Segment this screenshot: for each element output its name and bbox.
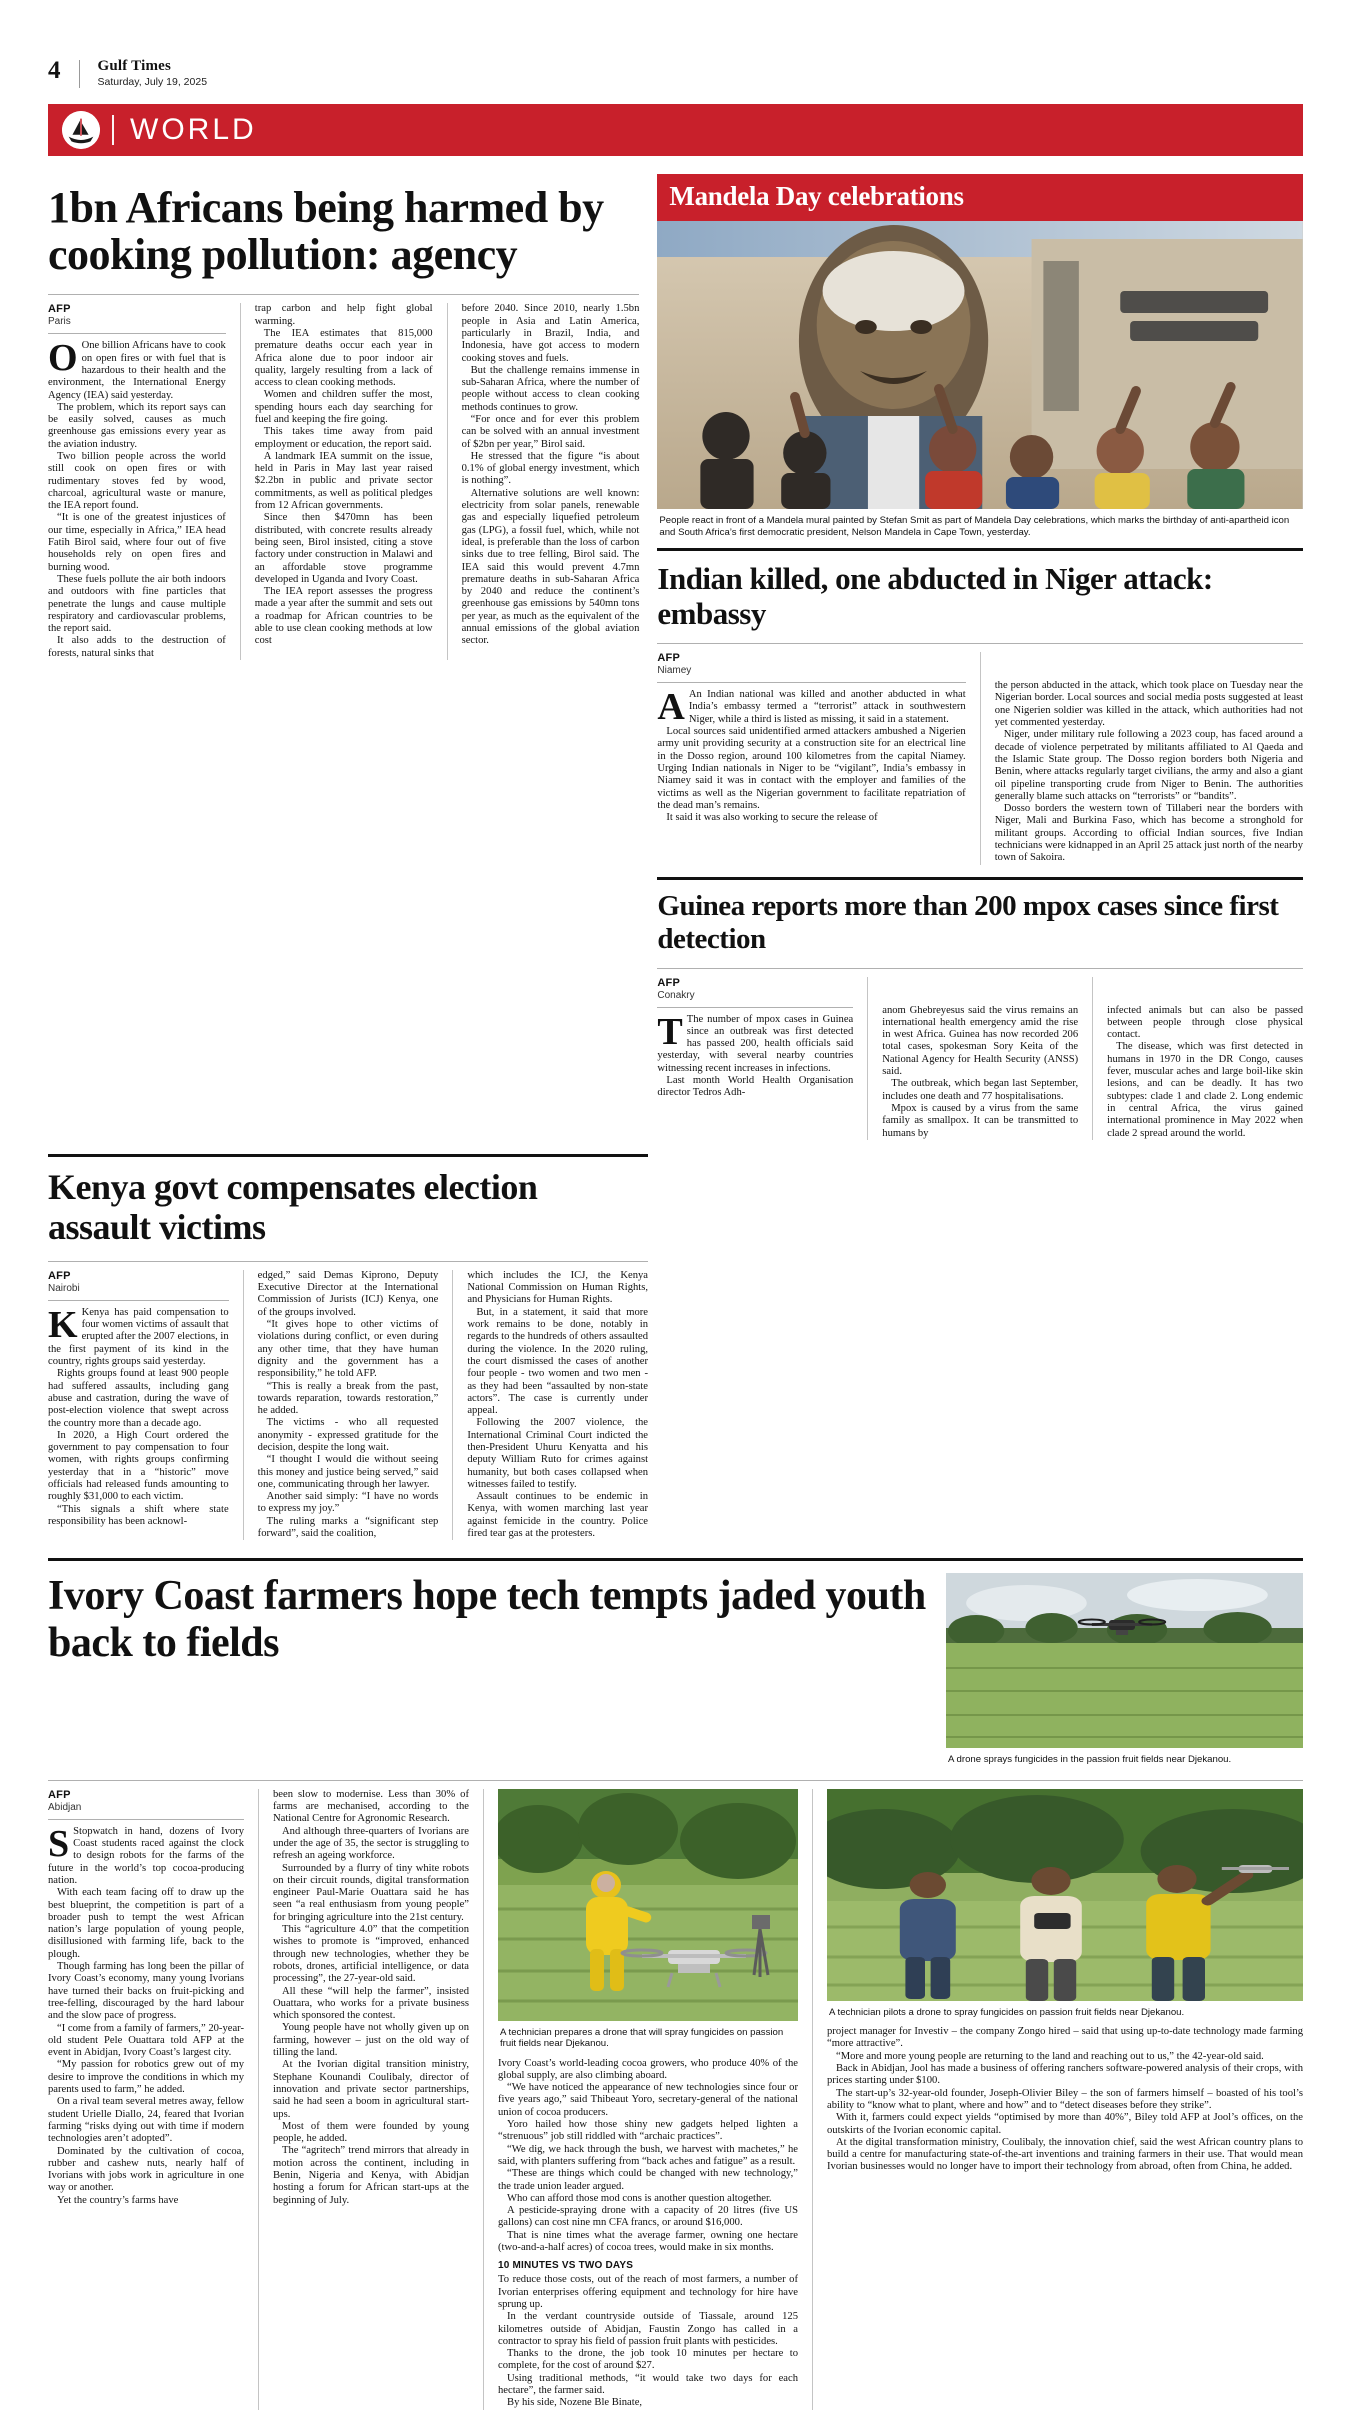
mpox-byline: AFP bbox=[657, 976, 680, 989]
ivory-body-4a: To reduce those costs, out of the reach of most farmers, a number of Ivorian enterprises offering equipment and technology for hire have sprung up. In the verdant countryside outside of Tiassale, around 125 kilometres outside of Abidjan, Faustin Zongo has called in a contractor to spray his field of passion fruit plants with pesticides. Thanks to the drone, the job took 10 minutes per hectare to complete, for the cost of around $27. Using traditional methods, “it would take two days for each hectare”, the farmer said. By his side, Nozene Ble Binate, bbox=[498, 2274, 798, 2409]
cooking-body-2: trap carbon and help fight global warming. The IEA estimates that 815,000 premature deaths occur each year in Africa alone due to poor indoor air quality, largely resulting from a lack of access to clean cooking methods. Women and children suffer the most, spending hours each day searching for fuel and keeping the fire going. This takes time away from paid employment or education, the report said. A landmark IEA summit on the issue, held in Paris in May last year raised $2.2bn in public and private sector commitments, as well as political pledges from 12 African governments. Since then $470mn has been distributed, with concrete results already being seen, Birol insisted, citing a stove factory under construction in Malawi and an affordable stove programme developed in Uganda and Ivory Coast. The IEA report assesses the progress made a year after the summit and sets out a roadmap for African countries to be able to use clean cooking methods at low cost bbox=[254, 303, 433, 647]
mpox-column-3 bbox=[1107, 977, 1303, 1140]
right-column bbox=[657, 174, 1303, 1140]
kenya-column-3 bbox=[467, 1270, 648, 1541]
section-bar-divider bbox=[112, 115, 114, 145]
mpox-column-1 bbox=[657, 977, 853, 1140]
cooking-byline: AFP bbox=[48, 303, 71, 316]
dropcap-o: O bbox=[48, 337, 78, 380]
kenya-headline: Kenya govt compensates election assault victims bbox=[48, 1166, 538, 1247]
niger-body-1: A An Indian national was killed and another abducted in what India’s embassy termed a “terrorist” attack in southwestern Niger, while a third is listed as missing, it said in a statement. Local sources said unidentified armed attackers ambushed a Nigerien army unit providing security at a construction site for an electrical line in the Dosso region, around 100 kilometres from the capital Niamey. Urging Indian nationals in Niger to be “vigilant”, India’s embassy in Niamey said it was in contact with the employer and families of the victims as well as the Nigerian government to facilitate repatriation of the dead man’s remains. It said it was also working to secure the release of bbox=[657, 686, 966, 824]
mpox-body-3: infected animals but can also be passed between people through close physical contact. The disease, which was first detected in humans in 1970 in the DR Congo, causes fever, muscular aches and large boil-like skin lesions, and can be deadly. It has two subtypes: clade 1 and clade 2. Long endemic in central Africa, the virus gained international prominence in May 2022 when clade 2 spread around the world. bbox=[1107, 1004, 1304, 1139]
gulf-times-logo-icon bbox=[62, 111, 100, 149]
cooking-dateline: Paris bbox=[48, 316, 71, 328]
dropcap-a: A bbox=[657, 686, 685, 729]
publication-name: Gulf Times bbox=[97, 58, 172, 74]
kenya-byline: AFP bbox=[48, 1269, 71, 1282]
ivory-byline: AFP bbox=[48, 1788, 71, 1801]
niger-column-2 bbox=[995, 652, 1303, 864]
article-cooking-pollution bbox=[48, 174, 639, 1140]
top-area bbox=[48, 174, 1303, 1140]
mpox-body-1: T The number of mpox cases in Guinea since an outbreak was first detected has passed 200, health officials said yesterday, with several nearby countries witnessing recent increases in infections. Last month World Health Organisation director Tedros Adh- bbox=[657, 1010, 854, 1099]
mandela-photo bbox=[657, 221, 1303, 509]
kenya-body-1: K Kenya has paid compensation to four women victims of assault that erupted after the 2007 elections, in the first payment of its kind in the country, rights groups said yesterday. Rights groups found at least 900 people had suffered assaults, including gang abuse and castration, during the wave of post-election violence that swept across the country more than a decade ago. In 2020, a High Court ordered the government to pay compensation to four women, with rights groups confirming yesterday that in a “historic” move officials had released funds amounting to roughly $31,000 to each victim. “This signals a shift where state responsibility has been acknowl- bbox=[48, 1303, 229, 1527]
ivory-pilot-photo bbox=[827, 1789, 1303, 2001]
ivory-caption-technician: A technician prepares a drone that will spray fungicides on passion fruit fields near Djekanou. bbox=[500, 2026, 784, 2050]
cooking-column-1 bbox=[48, 303, 226, 660]
niger-headline: Indian killed, one abducted in Niger attack: embassy bbox=[657, 561, 1213, 632]
niger-column-1 bbox=[657, 652, 965, 864]
masthead-divider bbox=[79, 60, 80, 88]
publication-date: Saturday, July 19, 2025 bbox=[97, 76, 208, 89]
article-niger bbox=[657, 561, 1303, 864]
ivory-body-3: Ivory Coast’s world-leading cocoa growers, who produce 40% of the global supply, are also climbing aboard. “We have noticed the appearance of new technologies since four or five years ago,” said Thibeaut Yoro, secretary-general of the national union of cocoa producers. Yoro hailed how those shiny new gadgets helped lighten a “strenuous” job still riddled with “archaic practices”. “We dig, we hack through the bush, we harvest with machetes,” he said, with planters suffering from “back aches and fatigue” as a result. “These are things which could be changed with new technology,” the trade union leader argued. Who can afford those mod cons is another question altogether. A pesticide-spraying drone with a capacity of 20 litres (five US gallons) can cost nine mn CFA francs, or around $16,000. That is nine times what the average farmer, owning one hectare (two-and-a-half acres) of cocoa trees, would make in six months. bbox=[498, 2057, 798, 2254]
kenya-column-2 bbox=[258, 1270, 439, 1541]
ivory-subhead: 10 MINUTES VS TWO DAYS bbox=[498, 2260, 634, 2272]
article-ivory-coast bbox=[48, 1558, 1303, 2409]
mpox-body-2: anom Ghebreyesus said the virus remains an international health emergency amid the rise in west Africa. Guinea has now recorded 206 total cases, spokesman Sory Keita of the National Agency for Health Security (ANSS) said. The outbreak, which began last September, includes one death and 77 hospitalisations. Mpox is caused by a virus from the same family as smallpox. It can be transmitted to humans by bbox=[882, 1004, 1079, 1139]
mpox-headline: Guinea reports more than 200 mpox cases since first detection bbox=[657, 889, 1279, 955]
kenya-column-1 bbox=[48, 1270, 229, 1541]
mandela-title: Mandela Day celebrations bbox=[657, 174, 1303, 221]
section-title: WORLD bbox=[130, 113, 257, 147]
section-bar bbox=[48, 104, 1303, 156]
ivory-drone-field-photo bbox=[946, 1573, 1303, 1748]
ivory-caption-drone: A drone sprays fungicides in the passion fruit fields near Djekanou. bbox=[948, 1754, 1232, 1766]
mpox-column-2 bbox=[882, 977, 1078, 1140]
ivory-column-2 bbox=[273, 1789, 469, 2410]
dropcap-s: S bbox=[48, 1822, 70, 1865]
ivory-body-4b: project manager for Investiv – the company Zongo hired – said that using up-to-date technology made farming “more attractive”. “More and more young people are returning to the land and reaching out to us,” the 42-year-old said. Back in Abidjan, Jool has made a business of offering ranchers software-powered analysis of their crops, with prices starting under $100. The start-up’s 32-year-old founder, Joseph-Olivier Biley – the son of farmers himself – boasted of his tool’s ability to “know what to plant, where and how” and to “detect diseases before they strike”. With it, farmers could expect yields “optimised by more than 40%”, Biley told AFP at Jool’s offices, on the outskirts of the Ivorian economic capital. At the digital transformation ministry, Coulibaly, the innovation chief, said the west African country plans to build a centre for manufacturing state-of-the-art inventions and training farmers in their use. That would mean Ivorian businesses would no longer have to import their technology from abroad, often from China, he added. bbox=[827, 2026, 1303, 2173]
dropcap-k: K bbox=[48, 1303, 78, 1346]
ivory-dateline: Abidjan bbox=[48, 1801, 82, 1813]
niger-dateline: Niamey bbox=[657, 665, 692, 677]
ivory-column-4 bbox=[827, 1789, 1303, 2410]
kenya-body-2: edged,” said Demas Kiprono, Deputy Executive Director at the International Commission of Jurists (ICJ) Kenya, one of the groups involved. “It gives hope to other victims of violations during conflict, or even during any other time, that they have human dignity and the government has a responsibility,” he told AFP. “This is really a break from the past, towards reparation, towards restoration,” he added. The victims - who all requested anonymity - expressed gratitude for the decision, despite the long wait. “I thought I would die without seeing this money and justice being served,” said one, communicating through her lawyer. Another said simply: “I have no words to express my joy.” The ruling marks a “significant step forward”, said the coalition, bbox=[257, 1269, 439, 1540]
cooking-body-3: before 2040. Since 2010, nearly 1.5bn people in Asia and Latin America, particularly in Brazil, India, and Indonesia, have got access to modern cooking stoves and fuels. But the challenge remains immense in sub-Saharan Africa, where the number of people without access to clean cooking methods continues to grow. “For once and for ever this problem can be solved with an annual investment of $2bn per year,” Birol said. He stressed that the figure “is about 0.1% of global energy investment, which is nothing”. Alternative solutions are well known: electricity from solar panels, renewable gas and especially liquefied petroleum gas (LPG), a fossil fuel, which, while not ideal, is preferable than the loss of carbon sinks due to tree felling, Birol said. The IEA said this would prevent 4.7mn premature deaths in sub-Saharan Africa by 2040 and reduce the continent’s greenhouse gas emissions by 540mn tons per year, as much as the equivalent of the annual emissions of the global aviation sector. bbox=[461, 303, 640, 647]
ivory-technician-photo bbox=[498, 1789, 798, 2021]
cooking-column-3 bbox=[462, 303, 640, 660]
mandela-caption: People react in front of a Mandela mural painted by Stefan Smit as part of Mandela Day celebrations, which marks the birthday of anti-apartheid icon and South Africa’s first democratic president, Nelson Mandela in Cape Town, yesterday. bbox=[659, 515, 1290, 538]
ivory-body-1: S Stopwatch in hand, dozens of Ivory Coast students raced against the clock to design robots for the farms of the future in the world’s top cocoa-producing nation. With each team facing off to draw up the best blueprint, the competition is part of a broader push to tempt the west African nation’s large population of young people, disillusioned with farming life, back to the plough. Though farming has long been the pillar of Ivory Coast’s economy, many young Ivorians have turned their backs on fruit-picking and tree-felling, discouraged by the hard labour and the slow pace of progress. “I come from a family of farmers,” 20-year-old student Pele Ouattara told AFP at the event in Abidjan, Ivory Coast’s largest city. “My passion for robotics grew out of my desire to improve the conditions in which my parents used to farm,” he added. On a rival team several metres away, fellow student Urielle Diallo, 24, feared that Ivorian farming “risks dying out with time if modern technologies aren’t adopted”. Dominated by the cultivation of cocoa, rubber and cashew nuts, nearly half of Ivorians with jobs work in agriculture in one way or another. Yet the country’s farms have bbox=[48, 1822, 244, 2206]
cooking-body-1: O One billion Africans have to cook on open fires or with fuel that is hazardous to their health and the environment, the International Energy Agency (IEA) said yesterday. The problem, which its report says can be easily solved, causes as much greenhouse gas emissions every year as the aviation industry. Two billion people across the world still cook on open fires or with rudimentary stoves fed by wood, charcoal, agricultural waste or manure, the IEA report found. “It is one of the greatest injustices of our time, especially in Africa,” IEA head Fatih Birol said, where four out of five households rely on open fires and burning wood. These fuels pollute the air both indoors and outdoors with fine particles that penetrate the lungs and cause multiple respiratory and cardiovascular problems, the report said. It also adds to the destruction of forests, natural sinks that bbox=[48, 337, 226, 659]
kenya-body-3: which includes the ICJ, the Kenya National Commission on Human Rights, and Physicians for Human Rights. But, in a statement, it said that more work remains to be done, notably in regards to the hundreds of others assaulted during the violence. In the 2020 ruling, the court dismissed the cases of another four people - two women and two men - as they had been “assaulted by non-state actors”. The case is currently under appeal. Following the 2007 violence, the International Criminal Court indicted the then-President Uhuru Kenyatta and his deputy William Ruto for crimes against humanity, but both cases collapsed when witnesses failed to testify. Assault continues to be endemic in Kenya, with women marching last year against femicide in the country. Police fired tear gas at the protesters. bbox=[467, 1269, 649, 1540]
cooking-column-2 bbox=[255, 303, 433, 660]
niger-body-2: the person abducted in the attack, which took place on Tuesday near the Nigerian border. Local sources and social media posts suggested at least one Nigerien soldier was killed in the attack, which authorities had not yet commented yesterday. Niger, under military rule following a 2023 coup, has faced around a decade of violence perpetrated by militants affiliated to Al Qaeda and the Islamic State group. The Dosso region borders both Nigeria and Benin, where attacks regularly target civilians, the army and also a giant oil pipeline transporting crude from Niger to Benin. The authorities generally blame such attacks on “terrorists” or “bandits”. Dosso borders the western town of Tillaberi near the borders with Niger, Mali and Burkina Faso, which has become a stronghold for militant groups. According to official Indian sources, five Indian technicians were kidnapped in an April 25 attack just north of the nearby town of Sakoira. bbox=[994, 680, 1304, 864]
ivory-column-3 bbox=[498, 1789, 798, 2410]
dropcap-t: T bbox=[657, 1010, 683, 1053]
ivory-caption-pilot: A technician pilots a drone to spray fungicides on passion fruit fields near Djekanou. bbox=[829, 2006, 1185, 2018]
masthead bbox=[48, 0, 1303, 88]
ivory-body-2: been slow to modernise. Less than 30% of farms are mechanised, according to the National Centre for Agronomic Research. And although three-quarters of Ivorians are under the age of 35, the sector is struggling to refresh an ageing workforce. Surrounded by a flurry of tiny white robots on their circuit rounds, digital transformation engineer Paul-Marie Ouattara said he has seen “a real enthusiasm from young people” for bringing agriculture into the 21st century. This “agriculture 4.0” that the competition wishes to promote is “improved, enhanced through new technologies, whether they be robots, drones, artificial intelligence, or data processing”, the 27-year-old said. All these “will help the farmer”, insisted Ouattara, who works for a private business which sponsored the contest. Young people have not wholly given up on farming, however – just on the old way of tilling the land. At the Ivorian digital transition ministry, Stephane Kounandi Coulibaly, director of innovation and private sector partnerships, said he had seen a boom in agricultural start-ups. Most of them were founded by young people, he added. The “agritech” trend mirrors that already in motion across the continent, including in Benin, Nigeria and Kenya, with Abidjan hosting a forum for African start-ups at the beginning of July. bbox=[273, 1788, 469, 2206]
mpox-dateline: Conakry bbox=[657, 989, 695, 1001]
kenya-dateline: Nairobi bbox=[48, 1282, 80, 1294]
page-number: 4 bbox=[48, 57, 61, 84]
niger-byline: AFP bbox=[657, 652, 680, 665]
article-kenya bbox=[48, 1154, 648, 1541]
ivory-headline: Ivory Coast farmers hope tech tempts jaded youth back to fields bbox=[48, 1573, 926, 1667]
article-mpox bbox=[657, 890, 1303, 1140]
ivory-column-1 bbox=[48, 1789, 244, 2410]
cooking-headline: 1bn Africans being harmed by cooking pollution: agency bbox=[48, 183, 604, 280]
